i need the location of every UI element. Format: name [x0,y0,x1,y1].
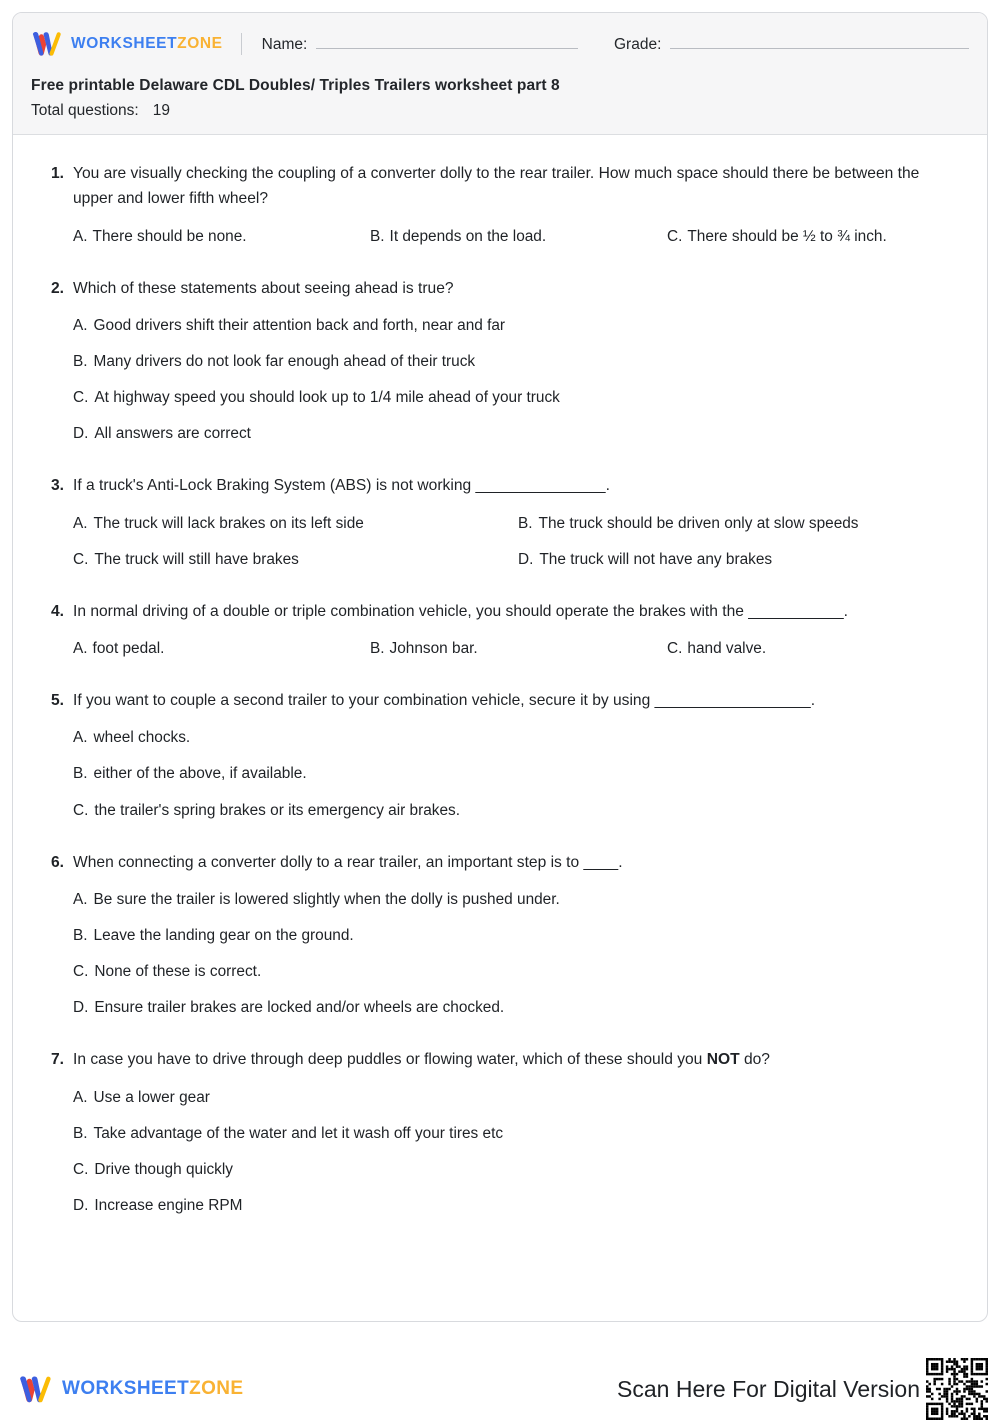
question-item [43,161,957,248]
question-number: 6. [50,853,64,871]
total-questions [31,102,969,120]
footer-wordmark-worksheet: WORKSHEET [62,1378,190,1399]
answer-option-letter: C. [667,227,683,245]
answer-option-text: Good drivers shift their attention back and forth, near and far [93,316,506,334]
answer-option[interactable] [370,225,667,248]
answer-option-letter: D. [73,1196,89,1214]
answer-option[interactable] [73,924,957,947]
answer-option-text: wheel chocks. [93,729,191,747]
answer-option[interactable] [73,637,370,660]
answer-option[interactable] [73,960,957,983]
answer-option-text: either of the above, if available. [93,765,307,783]
question-text: Which of these statements about seeing ahead is true? [73,279,454,297]
answer-option-letter: A. [73,514,88,532]
answer-option-text: Increase engine RPM [94,1196,243,1214]
question-number: 2. [50,279,64,297]
question-body [73,161,957,248]
question-item [43,1047,957,1217]
grade-field[interactable] [614,35,969,54]
question-item [43,473,957,570]
worksheet-footer [12,1364,988,1414]
answer-option-letter: B. [370,640,385,658]
answer-option-text: The truck will lack brakes on its left side [93,514,364,532]
answer-option[interactable] [73,422,957,445]
page-title: Free printable Delaware CDL Doubles/ Triples Trailers worksheet part 8 [31,77,560,94]
question-text-emphasis: NOT [706,1051,740,1069]
question-text: You are visually checking the coupling of a converter dolly to the rear trailer. How much space should there be between the upper and lower fifth wheel? [73,165,920,208]
answer-option-letter: C. [667,640,683,658]
footer-brand-wordmark [62,1378,244,1400]
name-field-rule[interactable] [316,35,578,49]
grade-field-rule[interactable] [670,35,969,49]
scan-prompt-text: Scan Here For Digital Version [617,1375,920,1402]
answer-option[interactable] [73,762,957,785]
answer-option-text: Many drivers do not look far enough ahead of their truck [93,352,476,370]
worksheet-header [13,13,987,135]
answer-option-letter: B. [73,1124,88,1142]
brand-wordmark-zone: ZONE [177,35,223,52]
answer-option-text: Take advantage of the water and let it wash off your tires etc [93,1124,504,1142]
answer-option-letter: B. [518,514,533,532]
worksheetzone-w-logo-icon [31,31,62,57]
answer-option[interactable] [73,512,518,535]
question-body [73,473,957,570]
answer-option[interactable] [73,314,957,337]
answer-option[interactable] [73,726,957,749]
answer-option[interactable] [73,1158,957,1181]
question-item [43,276,957,446]
scan-section [617,1358,988,1420]
question-item [43,688,957,822]
answer-option-text: the trailer's spring brakes or its emergency air brakes. [94,801,461,819]
total-questions-value: 19 [152,102,170,119]
answer-option-text: foot pedal. [92,640,165,658]
answer-option-letter: D. [518,550,534,568]
answer-option-text: There should be none. [92,227,247,245]
answer-option[interactable] [667,225,957,248]
question-text-segment: do? [739,1051,770,1069]
answer-option-letter: A. [73,227,88,245]
answer-option-letter: D. [73,425,89,443]
question-body [73,1047,957,1217]
answer-option-text: The truck will still have brakes [94,550,299,568]
answer-option-text: hand valve. [687,640,767,658]
brand-logo [31,31,223,57]
answer-option-text: Use a lower gear [93,1088,210,1106]
qr-code-icon[interactable] [926,1358,988,1420]
question-body [73,276,957,446]
answer-option-text: Be sure the trailer is lowered slightly when the dolly is pushed under. [93,890,560,908]
answer-option-text: The truck will not have any brakes [539,550,773,568]
question-number: 1. [50,165,64,182]
answer-options [73,225,957,248]
answer-option-letter: B. [73,927,88,945]
question-text [73,1047,957,1072]
answer-option[interactable] [73,1122,957,1145]
answer-option[interactable] [518,548,957,571]
answer-option-text: All answers are correct [94,425,251,443]
question-item [43,850,957,1020]
answer-option-text: Johnson bar. [389,640,478,658]
answer-option-text: There should be ½ to ¾ inch. [687,227,887,245]
footer-brand-logo [18,1375,244,1404]
answer-option[interactable] [73,1194,957,1217]
answer-option-text: None of these is correct. [94,963,262,981]
answer-options [73,512,957,571]
answer-option-letter: B. [370,227,385,245]
answer-option-letter: A. [73,316,88,334]
answer-option-letter: C. [73,801,89,819]
answer-option-letter: D. [73,999,89,1017]
answer-options [73,726,957,821]
answer-option[interactable] [73,1086,957,1109]
answer-option-text: At highway speed you should look up to 1/4 mile ahead of your truck [94,389,560,407]
answer-option[interactable] [370,637,667,660]
answer-option[interactable] [667,637,957,660]
answer-option-letter: A. [73,890,88,908]
answer-option-letter: C. [73,1160,89,1178]
question-body [73,688,957,822]
answer-option-letter: C. [73,389,89,407]
answer-option-letter: B. [73,352,88,370]
question-item [43,599,957,660]
worksheetzone-w-logo-icon [18,1375,52,1404]
answer-options [73,888,957,1019]
answer-option-letter: B. [73,765,88,783]
header-divider [241,33,242,55]
answer-option[interactable] [73,225,370,248]
answer-option-letter: A. [73,640,88,658]
answer-option[interactable] [73,799,957,822]
name-field-label: Name: [261,35,308,53]
worksheet-card [12,12,988,1322]
answer-option[interactable] [73,350,957,373]
brand-wordmark [71,35,223,53]
name-field[interactable] [262,35,578,54]
answer-option[interactable] [518,512,957,535]
answer-option-text: The truck should be driven only at slow speeds [538,514,859,532]
answer-option-text: Drive though quickly [94,1160,233,1178]
total-questions-label: Total questions: [31,102,139,119]
answer-option-letter: A. [73,1088,88,1106]
answer-option[interactable] [73,996,957,1019]
answer-option[interactable] [73,386,957,409]
question-number: 3. [50,477,64,495]
answer-option[interactable] [73,888,957,911]
answer-options [73,1086,957,1217]
question-number: 7. [50,1051,64,1069]
question-text: When connecting a converter dolly to a rear trailer, an important step is to ____. [73,853,623,871]
question-number: 5. [50,692,64,710]
question-number: 4. [50,602,64,620]
question-text: In normal driving of a double or triple combination vehicle, you should operate the brakes with the ___________. [73,602,848,620]
question-body [73,599,957,660]
answer-option-text: It depends on the load. [389,227,547,245]
question-text-segment: In case you have to drive through deep puddles or flowing water, which of these should you [73,1051,707,1069]
brand-wordmark-worksheet: WORKSHEET [71,35,178,52]
grade-field-label: Grade: [614,35,662,53]
footer-wordmark-zone: ZONE [189,1378,244,1399]
header-top-row [31,29,969,59]
answer-option-text: Leave the landing gear on the ground. [93,927,354,945]
question-text: If you want to couple a second trailer to your combination vehicle, secure it by using __________________. [73,692,816,710]
question-body [73,850,957,1020]
question-text: If a truck's Anti-Lock Braking System (ABS) is not working _______________. [73,477,610,495]
questions-list [13,135,987,1321]
answer-option[interactable] [73,548,518,571]
answer-option-letter: A. [73,729,88,747]
answer-options [73,314,957,445]
answer-option-text: Ensure trailer brakes are locked and/or wheels are chocked. [94,999,505,1017]
answer-option-letter: C. [73,550,89,568]
answer-option-letter: C. [73,963,89,981]
answer-options [73,637,957,660]
